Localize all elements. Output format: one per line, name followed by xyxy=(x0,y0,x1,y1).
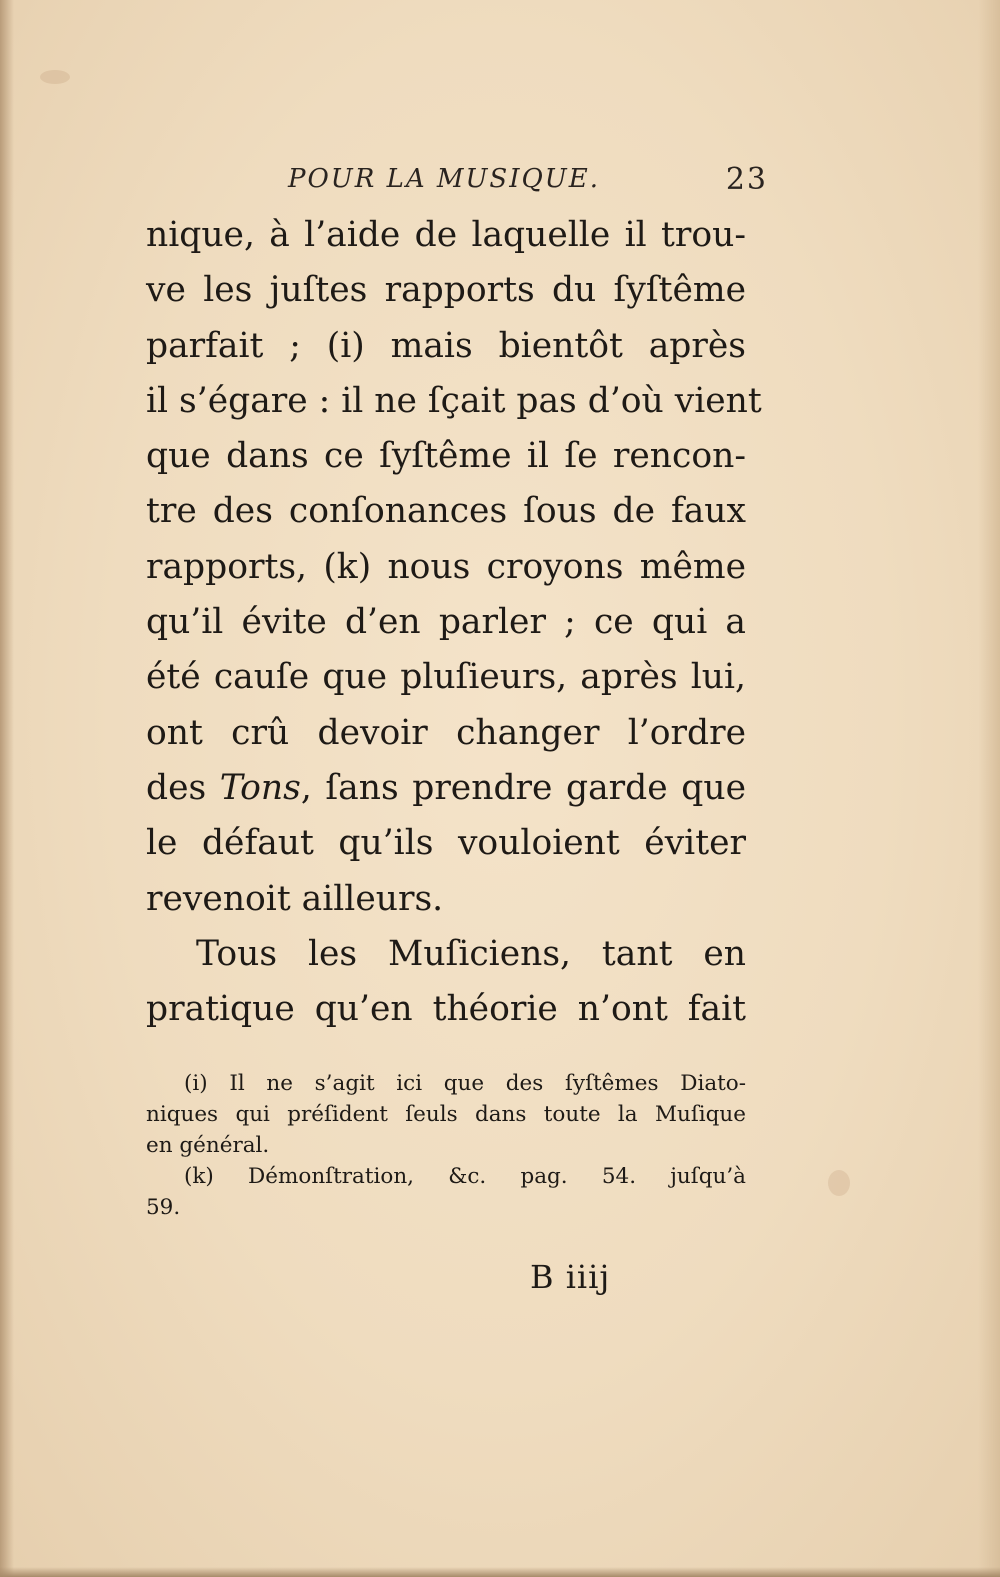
text-segment: , ſans prendre garde que xyxy=(300,767,746,808)
paper-stain xyxy=(828,1170,850,1196)
text-line: qu’il évite d’en parler ; ce qui a xyxy=(146,602,746,643)
text-line: il s’égare : il ne ſçait pas d’où vient xyxy=(146,380,762,421)
paper-stain xyxy=(40,70,70,84)
page-number: 23 xyxy=(725,162,768,197)
page-right-edge-shadow xyxy=(978,0,1000,1577)
text-line: rapports, (k) nous croyons même xyxy=(146,546,746,587)
text-line: ont crû devoir changer l’ordre xyxy=(146,712,746,753)
text-line: parfait ; (i) mais bientôt après xyxy=(146,325,746,366)
body-text xyxy=(146,208,762,1037)
text-line: nique, à l’aide de laquelle il trou- xyxy=(146,215,746,255)
text-line: Tous les Muſiciens, tant en xyxy=(196,933,746,974)
signature-mark: B iiij xyxy=(530,1258,611,1296)
page-bottom-edge-shadow xyxy=(0,1567,1000,1577)
text-line: été cauſe que pluſieurs, après lui, xyxy=(146,657,746,698)
footnotes xyxy=(146,1068,746,1223)
footnote-line: (i) Il ne s’agit ici que des ſyſtêmes Diato- xyxy=(184,1071,746,1096)
text-line: que dans ce ſyſtême il ſe rencon- xyxy=(146,436,746,477)
text-line: ve les juſtes rapports du ſyſtême xyxy=(146,270,746,311)
footnote-line: (k) Démonſtration, &c. pag. 54. juſqu’à xyxy=(184,1164,746,1189)
italic-term: Tons xyxy=(219,767,301,808)
footnote-line: 59. xyxy=(146,1195,181,1220)
running-title: POUR LA MUSIQUE. xyxy=(288,164,600,194)
text-line: pratique qu’en théorie n’ont fait xyxy=(146,989,746,1030)
text-line: tre des conſonances ſous de faux xyxy=(146,491,746,532)
footnote-line: niques qui préſident ſeuls dans toute la Muſique xyxy=(146,1102,746,1127)
page-left-edge-shadow xyxy=(0,0,14,1577)
footnote-line: en général. xyxy=(146,1133,270,1158)
running-head xyxy=(288,158,768,198)
text-line: revenoit ailleurs. xyxy=(146,878,444,919)
text-line xyxy=(146,761,746,816)
text-segment: des xyxy=(146,767,220,808)
text-line: le défaut qu’ils vouloient éviter xyxy=(146,823,746,864)
